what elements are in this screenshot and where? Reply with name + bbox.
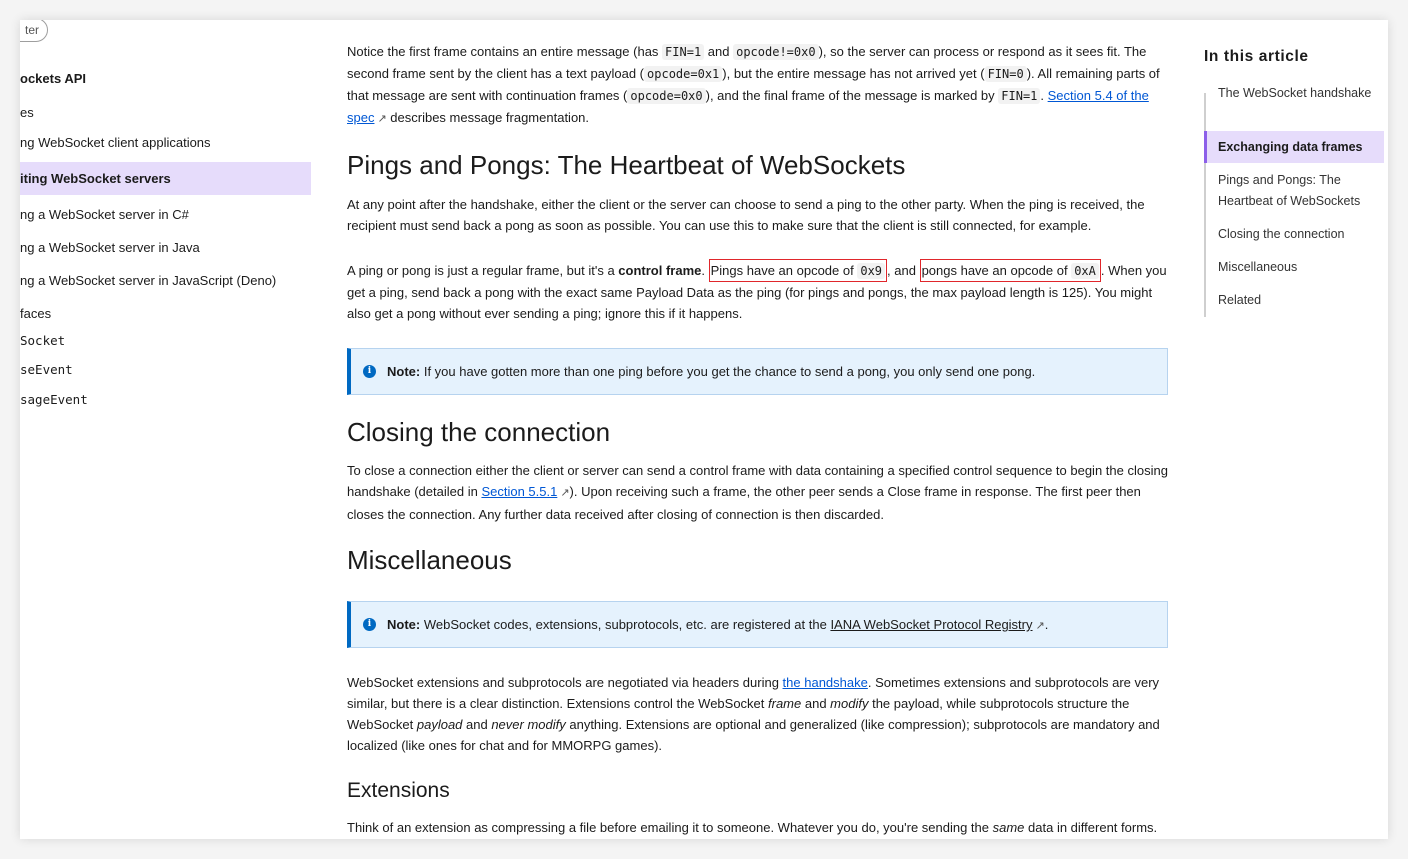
emphasis: frame	[768, 696, 802, 711]
fragmentation-paragraph	[347, 41, 1169, 130]
text-run: To close a connection either the client or server can send a control frame with data containing a specified control sequence to begin the closing handshake (detailed in	[347, 463, 1168, 499]
emphasis: never modify	[491, 717, 566, 732]
note-label: Note:	[387, 617, 421, 632]
extensions-paragraph	[347, 817, 1169, 838]
ping-opcode-highlight	[709, 259, 887, 282]
text-run: anything. Extensions are optional and generalized (like compression); subprotocols are mandatory and localized (like ones for chat and for MMORPG games).	[347, 717, 1160, 753]
heading-miscellaneous: Miscellaneous	[347, 545, 512, 575]
pong-opcode-highlight	[920, 259, 1101, 282]
code-0xA: 0xA	[1071, 263, 1099, 279]
sidebar-item-guides[interactable]: es	[20, 105, 34, 120]
text-run: .	[1040, 88, 1048, 103]
toc-item-exchanging-data-frames[interactable]: Exchanging data frames	[1218, 140, 1363, 154]
text-run: ), so the server can process or respond as it sees fit. The second frame sent by the client has a text payload (	[347, 44, 1147, 81]
text-run: , and	[887, 263, 920, 278]
sidebar-item-writing-servers[interactable]: iting WebSocket servers	[20, 162, 311, 195]
sidebar-item-messageevent[interactable]: sageEvent	[20, 392, 88, 407]
note-callout-iana	[347, 601, 1168, 648]
iana-registry-link[interactable]: IANA WebSocket Protocol Registry	[830, 617, 1033, 632]
toc-title: In this article	[1204, 48, 1309, 65]
text-run: describes message fragmentation.	[386, 110, 590, 125]
note-callout-pong	[347, 348, 1168, 395]
toc-active-indicator	[1204, 131, 1207, 163]
note-text: .	[1044, 617, 1049, 632]
sidebar-item-server-deno[interactable]: ng a WebSocket server in JavaScript (Deno)	[20, 273, 277, 288]
text-run: the payload, while subprotocols structure the WebSocket	[347, 696, 1130, 732]
code-fin1: FIN=1	[662, 44, 704, 60]
text-run: and	[801, 696, 831, 711]
toc-item-miscellaneous[interactable]: Miscellaneous	[1218, 260, 1298, 274]
toc-item-handshake[interactable]: The WebSocket handshake	[1218, 86, 1372, 100]
emphasis: payload	[416, 717, 463, 732]
text-run: A ping or pong is just a regular frame, but it's a	[347, 263, 619, 278]
misc-paragraph	[347, 672, 1169, 756]
text-run: and	[704, 44, 734, 59]
code-opcode-1: opcode=0x1	[644, 66, 722, 82]
text-run: . Sometimes extensions and subprotocols are very similar, but there is a clear distinction. Extensions control the WebSocket	[347, 675, 1160, 711]
code-fin1-final: FIN=1	[998, 88, 1040, 104]
sidebar-item-websockets-api[interactable]: ockets API	[20, 71, 86, 86]
sidebar-item-interfaces[interactable]: faces	[20, 306, 52, 321]
section-5-5-1-link[interactable]: Section 5.5.1	[481, 484, 558, 499]
control-frame-bold: control frame	[618, 263, 702, 278]
text-run: ), and the final frame of the message is marked by	[705, 88, 999, 103]
external-link-icon: ↗	[1035, 620, 1045, 632]
text-run: ). All remaining parts of that message are sent with continuation frames (	[347, 66, 1160, 103]
external-link-icon: ↗	[377, 113, 387, 125]
text-run: data in different forms.	[1024, 820, 1158, 835]
sidebar-item-websocket[interactable]: Socket	[20, 333, 66, 348]
emphasis: modify	[830, 696, 869, 711]
text-run: WebSocket extensions and subprotocols are negotiated via headers during	[347, 675, 783, 690]
heading-extensions: Extensions	[347, 779, 450, 802]
code-0x9: 0x9	[857, 263, 885, 279]
sidebar-item-server-java[interactable]: ng a WebSocket server in Java	[20, 240, 200, 255]
text-run: ). Upon receiving such a frame, the other peer sends a Close frame in response. The first peer then closes the connection. Any further data received after closing of connection is then discarded.	[347, 484, 1141, 522]
note-text: WebSocket codes, extensions, subprotocols, etc. are registered at the	[420, 617, 831, 632]
toc-item-related[interactable]: Related	[1218, 293, 1262, 307]
emphasis: same	[992, 820, 1025, 835]
closing-paragraph	[347, 460, 1169, 525]
section-5-4-link[interactable]: Section 5.4 of the spec	[347, 88, 1149, 125]
note-label: Note:	[387, 364, 421, 379]
browser-viewport	[20, 20, 1388, 839]
pings-paragraph-1: At any point after the handshake, either the client or the server can choose to send a ping to the other party. When the ping is received, the recipient must send back a pong as soon as possible. You can use this to make sure that the client is still connected, for example.	[347, 197, 1145, 233]
info-icon: i	[363, 365, 376, 378]
toc-rail	[1204, 93, 1206, 317]
filter-button[interactable]: ter	[20, 20, 48, 42]
info-icon: i	[363, 618, 376, 631]
heading-closing-connection: Closing the connection	[347, 417, 611, 447]
pings-paragraph-2	[347, 260, 1169, 324]
text-run: Think of an extension as compressing a file before emailing it to someone. Whatever you do, you're sending the	[347, 820, 993, 835]
sidebar-item-server-csharp[interactable]: ng a WebSocket server in C#	[20, 207, 189, 222]
note-text: If you have gotten more than one ping before you get the chance to send a pong, you only send one pong.	[420, 364, 1036, 379]
code-opcode-0: opcode=0x0	[627, 88, 705, 104]
sidebar-item-closeevent[interactable]: seEvent	[20, 362, 73, 377]
toc-item-pings-pongs[interactable]: Pings and Pongs: The Heartbeat of WebSockets	[1218, 173, 1361, 208]
sidebar-nav	[20, 20, 311, 839]
text-run: . When you get a ping, send back a pong with the exact same Payload Data as the ping (for pings and pongs, the max payload length is 125). You might also get a pong without ever sending a ping; ignore this if it happens.	[347, 263, 1167, 321]
text-run: and	[462, 717, 492, 732]
text-run: .	[701, 263, 709, 278]
text-run: pongs have an opcode of	[921, 263, 1072, 278]
external-link-icon: ↗	[560, 487, 570, 499]
text-run: ), but the entire message has not arrived yet (	[722, 66, 985, 81]
handshake-link[interactable]: the handshake	[782, 675, 868, 690]
toc-item-closing-connection[interactable]: Closing the connection	[1218, 227, 1345, 241]
code-opcode-not-0: opcode!=0x0	[733, 44, 818, 60]
text-run: Notice the first frame contains an entire message (has	[347, 44, 663, 59]
code-fin0: FIN=0	[985, 66, 1027, 82]
sidebar-item-writing-client-apps[interactable]: ng WebSocket client applications	[20, 135, 211, 150]
heading-pings-pongs: Pings and Pongs: The Heartbeat of WebSockets	[347, 150, 906, 180]
text-run: Pings have an opcode of	[710, 263, 858, 278]
